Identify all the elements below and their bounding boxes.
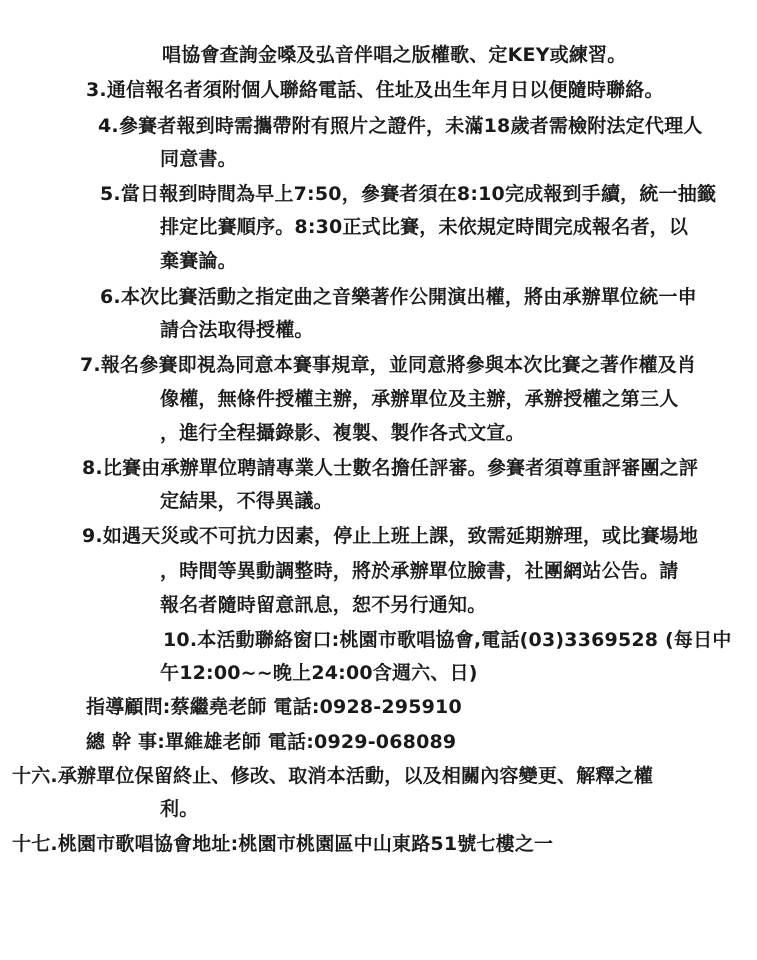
- text-line: 棄賽論。: [160, 250, 237, 272]
- text-line: 報名者隨時留意訊息，恕不另行通知。: [160, 594, 487, 616]
- text-line: 唱協會查詢金嗓及弘音伴唱之版權歌、定KEY或練習。: [162, 44, 627, 66]
- rule-7: 7.報名參賽即視為同意本賽事規章，並同意將參與本次比賽之著作權及肖: [80, 354, 697, 376]
- text-line: 同意書。: [160, 148, 237, 170]
- advisor-contact: 指導顧問:蔡繼堯老師 電話:0928-295910: [86, 696, 462, 718]
- rule-6: 6.本次比賽活動之指定曲之音樂著作公開演出權，將由承辦單位統一申: [100, 286, 697, 308]
- rule-8: 8.比賽由承辦單位聘請專業人士數名擔任評審。參賽者須尊重評審團之評: [82, 457, 699, 479]
- section-17: 十七.桃園市歌唱協會地址:桃園市桃園區中山東路51號七樓之一: [12, 833, 554, 855]
- section-16: 十六.承辦單位保留終止、修改、取消本活動，以及相關內容變更、解釋之權: [12, 765, 654, 787]
- text-line: 利。: [160, 798, 199, 820]
- rule-9: 9.如遇天災或不可抗力因素，停止上班上課，致需延期辦理，或比賽場地: [82, 525, 699, 547]
- text-line: 午12:00~~晚上24:00含週六、日): [160, 662, 478, 684]
- rule-4: 4.參賽者報到時需攜帶附有照片之證件，未滿18歲者需檢附法定代理人: [98, 115, 703, 137]
- secretary-contact: 總 幹 事:單維雄老師 電話:0929-068089: [86, 731, 457, 753]
- rule-5: 5.當日報到時間為早上7:50，參賽者須在8:10完成報到手續，統一抽籤: [100, 183, 717, 205]
- text-line: 像權，無條件授權主辦，承辦單位及主辦，承辦授權之第三人: [160, 388, 679, 410]
- text-line: ，時間等異動調整時，將於承辦單位臉書，社團網站公告。請: [160, 560, 679, 582]
- rule-10: 10.本活動聯絡窗口:桃園市歌唱協會,電話(03)3369528 (每日中: [163, 629, 732, 651]
- text-line: 定結果，不得異議。: [160, 490, 333, 512]
- text-line: ，進行全程攝錄影、複製、製作各式文宣。: [160, 422, 525, 444]
- rule-3: 3.通信報名者須附個人聯絡電話、住址及出生年月日以便隨時聯絡。: [86, 79, 664, 101]
- text-line: 請合法取得授權。: [160, 319, 314, 341]
- text-line: 排定比賽順序。8:30正式比賽，未依規定時間完成報名者，以: [160, 216, 689, 238]
